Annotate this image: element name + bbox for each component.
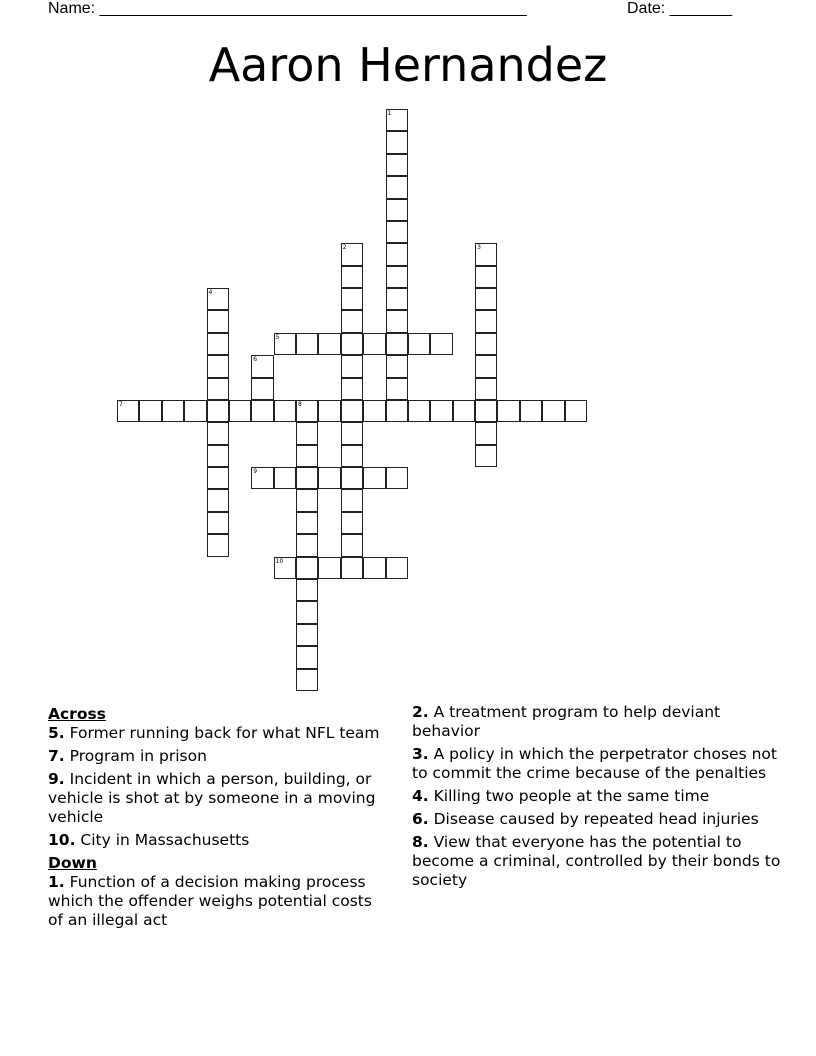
- grid-cell[interactable]: [386, 176, 408, 198]
- grid-cell[interactable]: [363, 467, 385, 489]
- across-clue-10: 10. City in Massachusetts: [48, 831, 250, 849]
- across-clue-7: 7. Program in prison: [48, 747, 207, 765]
- grid-cell[interactable]: [386, 221, 408, 243]
- down-heading: Down: [48, 854, 97, 872]
- down-clue-6: 6. Disease caused by repeated head injuries: [412, 810, 759, 828]
- grid-cell[interactable]: [229, 400, 251, 422]
- grid-cell[interactable]: [296, 624, 318, 646]
- grid-cell[interactable]: [341, 266, 363, 288]
- grid-cell[interactable]: [251, 378, 273, 400]
- grid-cell[interactable]: [363, 333, 385, 355]
- grid-cell[interactable]: [251, 400, 273, 422]
- grid-cell[interactable]: [162, 400, 184, 422]
- clue-number: 5: [275, 333, 280, 341]
- date-field[interactable]: Date: _______: [627, 0, 732, 17]
- grid-cell[interactable]: [296, 557, 318, 579]
- clue-number: 3: [477, 244, 481, 252]
- grid-cell[interactable]: [475, 243, 497, 265]
- grid-cell[interactable]: [341, 557, 363, 579]
- grid-cell[interactable]: [274, 467, 296, 489]
- clues-right-column: [412, 703, 782, 894]
- grid-cell[interactable]: [475, 400, 497, 422]
- grid-cell[interactable]: [386, 467, 408, 489]
- grid-cell[interactable]: [430, 400, 452, 422]
- grid-cell[interactable]: [475, 310, 497, 332]
- grid-cell[interactable]: [386, 355, 408, 377]
- grid-cell[interactable]: [207, 445, 229, 467]
- grid-cell[interactable]: [542, 400, 564, 422]
- grid-cell[interactable]: [207, 378, 229, 400]
- grid-cell[interactable]: [207, 534, 229, 556]
- grid-cell[interactable]: [139, 400, 161, 422]
- grid-cell[interactable]: [341, 378, 363, 400]
- grid-cell[interactable]: [386, 310, 408, 332]
- grid-cell[interactable]: [386, 333, 408, 355]
- grid-cell[interactable]: [363, 557, 385, 579]
- grid-cell[interactable]: [386, 266, 408, 288]
- grid-cell[interactable]: [430, 333, 452, 355]
- grid-cell[interactable]: [296, 489, 318, 511]
- grid-cell[interactable]: [386, 378, 408, 400]
- clue-number: 8: [298, 400, 302, 408]
- grid-cell[interactable]: [207, 512, 229, 534]
- grid-cell[interactable]: [296, 669, 318, 691]
- grid-cell[interactable]: [408, 400, 430, 422]
- grid-cell[interactable]: [274, 400, 296, 422]
- grid-cell[interactable]: [117, 400, 139, 422]
- grid-cell[interactable]: [386, 154, 408, 176]
- grid-cell[interactable]: [207, 288, 229, 310]
- grid-cell[interactable]: [475, 266, 497, 288]
- grid-cell[interactable]: [386, 131, 408, 153]
- grid-cell[interactable]: [386, 243, 408, 265]
- grid-cell[interactable]: [520, 400, 542, 422]
- grid-cell[interactable]: [341, 355, 363, 377]
- grid-cell[interactable]: [341, 445, 363, 467]
- clue-number: 4: [208, 289, 213, 297]
- grid-cell[interactable]: [207, 310, 229, 332]
- down-clue-3: 3. A policy in which the perpetrator choses not to commit the crime because of the penalties: [412, 745, 777, 782]
- grid-cell[interactable]: [296, 333, 318, 355]
- grid-cell[interactable]: [341, 534, 363, 556]
- clue-number: 9: [253, 468, 258, 476]
- grid-cell[interactable]: [296, 422, 318, 444]
- grid-cell[interactable]: [475, 378, 497, 400]
- across-clue-5: 5. Former running back for what NFL team: [48, 724, 380, 742]
- grid-cell[interactable]: [363, 400, 385, 422]
- grid-cell[interactable]: [296, 646, 318, 668]
- across-clue-9: 9. Incident in which a person, building, or vehicle is shot at by someone in a moving vehicle: [48, 770, 376, 826]
- grid-cell[interactable]: [341, 489, 363, 511]
- grid-cell[interactable]: [341, 422, 363, 444]
- grid-cell[interactable]: [453, 400, 475, 422]
- grid-cell[interactable]: [207, 355, 229, 377]
- grid-cell[interactable]: [386, 557, 408, 579]
- grid-cell[interactable]: [475, 288, 497, 310]
- name-field[interactable]: Name: ________________________________________________: [48, 0, 527, 17]
- grid-cell[interactable]: [251, 355, 273, 377]
- grid-cell[interactable]: [184, 400, 206, 422]
- down-clue-4: 4. Killing two people at the same time: [412, 787, 710, 805]
- grid-cell[interactable]: [274, 557, 296, 579]
- grid-cell[interactable]: [296, 601, 318, 623]
- grid-cell[interactable]: [318, 467, 340, 489]
- grid-cell[interactable]: [565, 400, 587, 422]
- across-heading: Across: [48, 705, 106, 723]
- grid-cell[interactable]: [341, 310, 363, 332]
- grid-cell[interactable]: [296, 579, 318, 601]
- down-clue-2: 2. A treatment program to help deviant behavior: [412, 703, 721, 740]
- down-clue-1: 1. Function of a decision making process which the offender weighs potential costs of an illegal act: [48, 873, 372, 929]
- grid-cell[interactable]: [341, 467, 363, 489]
- grid-cell[interactable]: [207, 422, 229, 444]
- grid-cell[interactable]: [207, 489, 229, 511]
- grid-cell[interactable]: [497, 400, 519, 422]
- grid-cell[interactable]: [318, 333, 340, 355]
- grid-cell[interactable]: [475, 445, 497, 467]
- grid-cell[interactable]: [296, 400, 318, 422]
- grid-cell[interactable]: [341, 243, 363, 265]
- clue-number: 7: [119, 400, 123, 408]
- grid-cell[interactable]: [341, 333, 363, 355]
- grid-cell[interactable]: [296, 445, 318, 467]
- grid-cell[interactable]: [318, 557, 340, 579]
- grid-cell[interactable]: [475, 333, 497, 355]
- grid-cell[interactable]: [386, 400, 408, 422]
- clue-number: 10: [275, 557, 284, 565]
- grid-cell[interactable]: [341, 400, 363, 422]
- grid-cell[interactable]: [207, 467, 229, 489]
- grid-cell[interactable]: [475, 422, 497, 444]
- grid-cell[interactable]: [386, 199, 408, 221]
- grid-cell[interactable]: [386, 109, 408, 131]
- grid-cell[interactable]: [341, 512, 363, 534]
- clue-number: 1: [387, 110, 392, 117]
- clue-number: 6: [253, 356, 258, 364]
- grid-cell[interactable]: [274, 333, 296, 355]
- grid-cell[interactable]: [296, 534, 318, 556]
- clue-number: 2: [342, 244, 347, 252]
- grid-cell[interactable]: [386, 288, 408, 310]
- grid-cell[interactable]: [475, 355, 497, 377]
- grid-cell[interactable]: [408, 333, 430, 355]
- grid-cell[interactable]: [296, 467, 318, 489]
- clues-left-column: [48, 703, 388, 934]
- grid-cell[interactable]: [207, 333, 229, 355]
- grid-cell[interactable]: [251, 467, 273, 489]
- page-title: Aaron Hernandez: [208, 38, 608, 92]
- grid-cell[interactable]: [296, 512, 318, 534]
- down-clue-8: 8. View that everyone has the potential to become a criminal, controlled by their bonds to society: [412, 833, 781, 889]
- grid-cell[interactable]: [341, 288, 363, 310]
- grid-cell[interactable]: [207, 400, 229, 422]
- grid-cell[interactable]: [318, 400, 340, 422]
